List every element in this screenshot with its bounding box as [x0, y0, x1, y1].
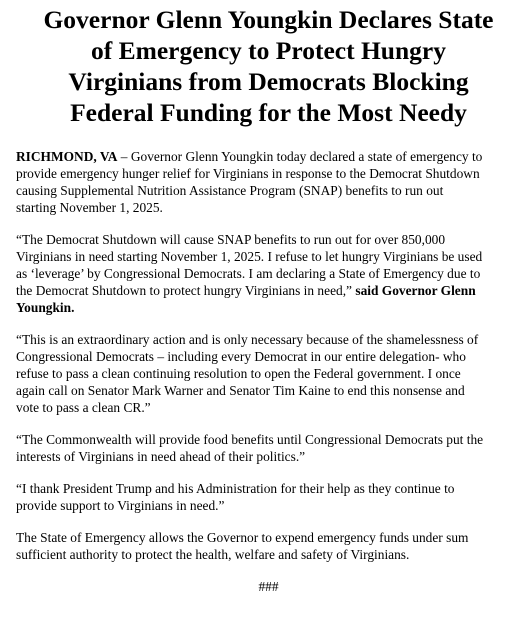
paragraph-quote-thanks — [16, 480, 521, 514]
paragraph-line: sufficient authority to protect the health, welfare and safety of Virginians. — [16, 547, 410, 562]
paragraph-quote-commonwealth — [16, 431, 521, 465]
paragraph-line: The State of Emergency allows the Governor to expend emergency funds under sum — [16, 530, 469, 545]
paragraph-line: “I thank President Trump and his Administration for their help as they continue to — [16, 481, 455, 496]
headline — [16, 4, 521, 128]
paragraph-line: again call on Senator Mark Warner and Senator Tim Kaine to end this nonsense and — [16, 383, 465, 398]
attribution: Youngkin. — [16, 300, 75, 315]
paragraph-line: “This is an extraordinary action and is only necessary because of the shamelessness of — [16, 332, 479, 347]
paragraph-line: causing Supplemental Nutrition Assistance Program (SNAP) benefits to run out — [16, 183, 444, 198]
paragraph-line — [16, 148, 521, 165]
paragraph-line: vote to pass a clean CR.” — [16, 400, 151, 415]
paragraph-text: the Democrat Shutdown to protect hungry Virginians in need,” — [16, 283, 356, 298]
paragraph-line — [16, 282, 521, 299]
headline-line: of Emergency to Protect Hungry — [90, 36, 446, 65]
end-mark: ### — [258, 579, 279, 594]
headline-line: Virginians from Democrats Blocking — [68, 67, 469, 96]
attribution: said Governor Glenn — [355, 283, 476, 298]
paragraph-line: provide support to Virginians in need.” — [16, 498, 225, 513]
paragraph-line: Virginians in need starting November 1, 2025. I refuse to let hungry Virginians be used — [16, 249, 483, 264]
paragraph-line: as ‘leverage’ by Congressional Democrats. I am declaring a State of Emergency due to — [16, 266, 481, 281]
paragraph-quote-democrats — [16, 331, 521, 416]
paragraph-line: interests of Virginians in need ahead of their politics.” — [16, 449, 306, 464]
paragraph-emergency-funds — [16, 529, 521, 563]
paragraph-line: refuse to pass a clean continuing resolution to open the Federal government. I once — [16, 366, 461, 381]
headline-line: Governor Glenn Youngkin Declares State — [43, 5, 494, 34]
paragraph-line: starting November 1, 2025. — [16, 200, 163, 215]
paragraph-intro — [16, 148, 521, 216]
press-release-body — [16, 148, 521, 595]
paragraph-text: – Governor Glenn Youngkin today declared a state of emergency to — [117, 149, 483, 164]
paragraph-line: “The Democrat Shutdown will cause SNAP benefits to run out for over 850,000 — [16, 232, 446, 247]
paragraph-quote-governor — [16, 231, 521, 316]
paragraph-line: provide emergency hunger relief for Virginians in response to the Democrat Shutdown — [16, 166, 480, 181]
paragraph-line: Congressional Democrats – including every Democrat in our entire delegation- who — [16, 349, 466, 364]
dateline: RICHMOND, VA — [16, 149, 118, 164]
headline-line: Federal Funding for the Most Needy — [70, 98, 467, 127]
paragraph-line: “The Commonwealth will provide food benefits until Congressional Democrats put the — [16, 432, 484, 447]
